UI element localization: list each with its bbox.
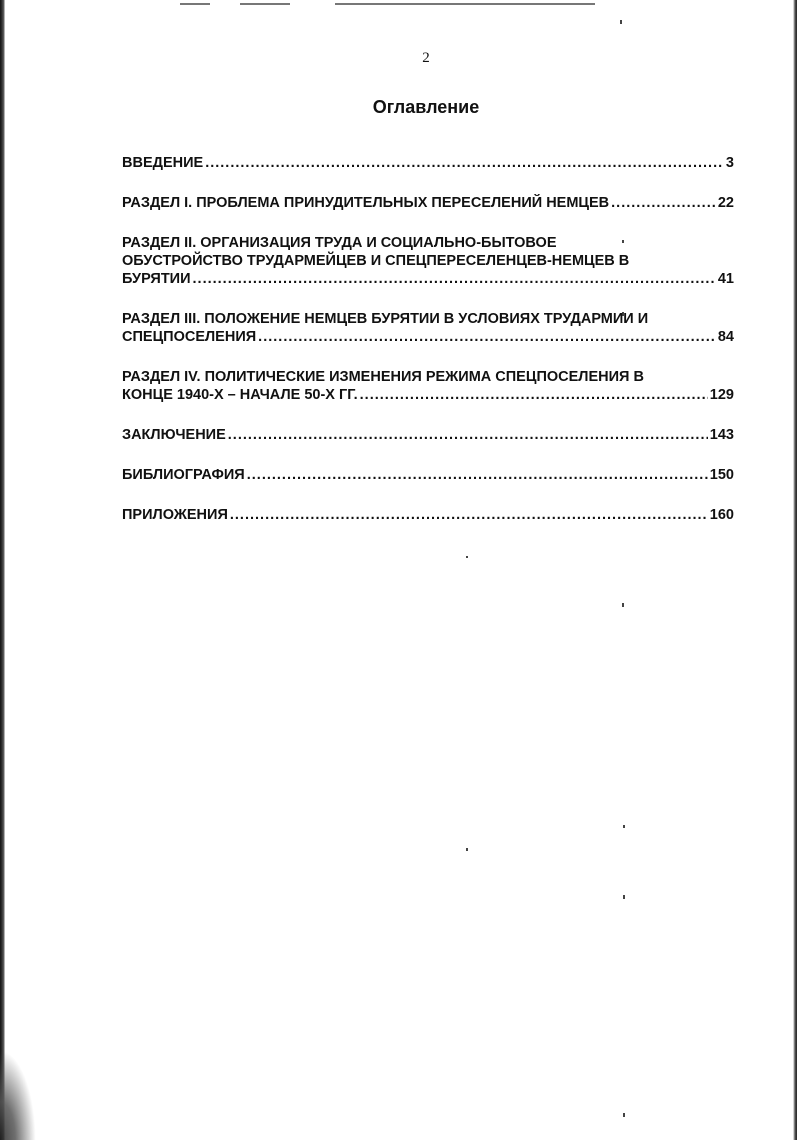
toc-page-number: 143 bbox=[709, 427, 734, 443]
toc-entry-title: РАЗДЕЛ I. ПРОБЛЕМА ПРИНУДИТЕЛЬНЫХ ПЕРЕСЕЛЕНИЙ НЕМЦЕВ bbox=[122, 195, 610, 211]
toc-entry-title: КОНЦЕ 1940-Х – НАЧАЛЕ 50-Х ГГ. bbox=[122, 387, 358, 403]
scan-speck bbox=[466, 556, 468, 558]
scan-artifact-top bbox=[335, 3, 595, 5]
toc-entry-section-1 bbox=[122, 194, 734, 212]
toc-entry-section-4 bbox=[122, 368, 734, 404]
dot-leader bbox=[611, 194, 716, 212]
scan-speck bbox=[623, 1113, 625, 1117]
toc-page-number: 3 bbox=[725, 155, 734, 171]
toc-entry-title: ПРИЛОЖЕНИЯ bbox=[122, 507, 228, 523]
toc-entry-title-line: РАЗДЕЛ II. ОРГАНИЗАЦИЯ ТРУДА И СОЦИАЛЬНО-БЫТОВОЕ bbox=[122, 235, 557, 251]
dot-leader bbox=[230, 506, 708, 524]
toc-page-number: 150 bbox=[709, 467, 734, 483]
toc-heading: Оглавление bbox=[372, 97, 480, 117]
scan-speck bbox=[623, 825, 625, 828]
scan-speck bbox=[620, 20, 622, 24]
scan-artifact-top bbox=[180, 3, 210, 5]
scan-shadow-bottom-left bbox=[0, 1050, 36, 1140]
toc-page-number: 22 bbox=[717, 195, 734, 211]
toc-entry-title: БИБЛИОГРАФИЯ bbox=[122, 467, 245, 483]
toc-entry-introduction bbox=[122, 154, 734, 172]
scan-artifact-top bbox=[240, 3, 290, 5]
toc-page-number: 129 bbox=[709, 387, 734, 403]
toc-entry-title-line: ОБУСТРОЙСТВО ТРУДАРМЕЙЦЕВ И СПЕЦПЕРЕСЕЛЕНЦЕВ-НЕМЦЕВ В bbox=[122, 253, 630, 269]
page-number: 2 bbox=[422, 50, 430, 66]
scan-edge-left bbox=[0, 0, 5, 1140]
toc-entry-section-3 bbox=[122, 310, 734, 346]
dot-leader bbox=[247, 466, 708, 484]
toc-entry-title: ЗАКЛЮЧЕНИЕ bbox=[122, 427, 226, 443]
toc-page-number: 41 bbox=[717, 271, 734, 287]
toc-entry-title-line: РАЗДЕЛ III. ПОЛОЖЕНИЕ НЕМЦЕВ БУРЯТИИ В УСЛОВИЯХ ТРУДАРМИИ И bbox=[122, 311, 649, 327]
toc-entry-title: СПЕЦПОСЕЛЕНИЯ bbox=[122, 329, 257, 345]
table-of-contents bbox=[122, 154, 734, 546]
toc-entry-bibliography bbox=[122, 466, 734, 484]
toc-entry-title: ВВЕДЕНИЕ bbox=[122, 155, 204, 171]
toc-entry-title: БУРЯТИИ bbox=[122, 271, 191, 287]
toc-entry-appendices bbox=[122, 506, 734, 524]
dot-leader bbox=[205, 154, 724, 172]
scan-speck bbox=[622, 603, 624, 607]
toc-entry-title-line: РАЗДЕЛ IV. ПОЛИТИЧЕСКИЕ ИЗМЕНЕНИЯ РЕЖИМА СПЕЦПОСЕЛЕНИЯ В bbox=[122, 369, 644, 385]
scan-speck bbox=[466, 848, 468, 851]
dot-leader bbox=[258, 328, 716, 346]
dot-leader bbox=[193, 270, 716, 288]
toc-entry-conclusion bbox=[122, 426, 734, 444]
dot-leader bbox=[360, 386, 708, 404]
dot-leader bbox=[228, 426, 708, 444]
scan-edge-right bbox=[793, 0, 797, 1140]
toc-entry-section-2 bbox=[122, 234, 734, 288]
toc-page-number: 84 bbox=[717, 329, 734, 345]
scan-speck bbox=[623, 895, 625, 899]
toc-page-number: 160 bbox=[709, 507, 734, 523]
